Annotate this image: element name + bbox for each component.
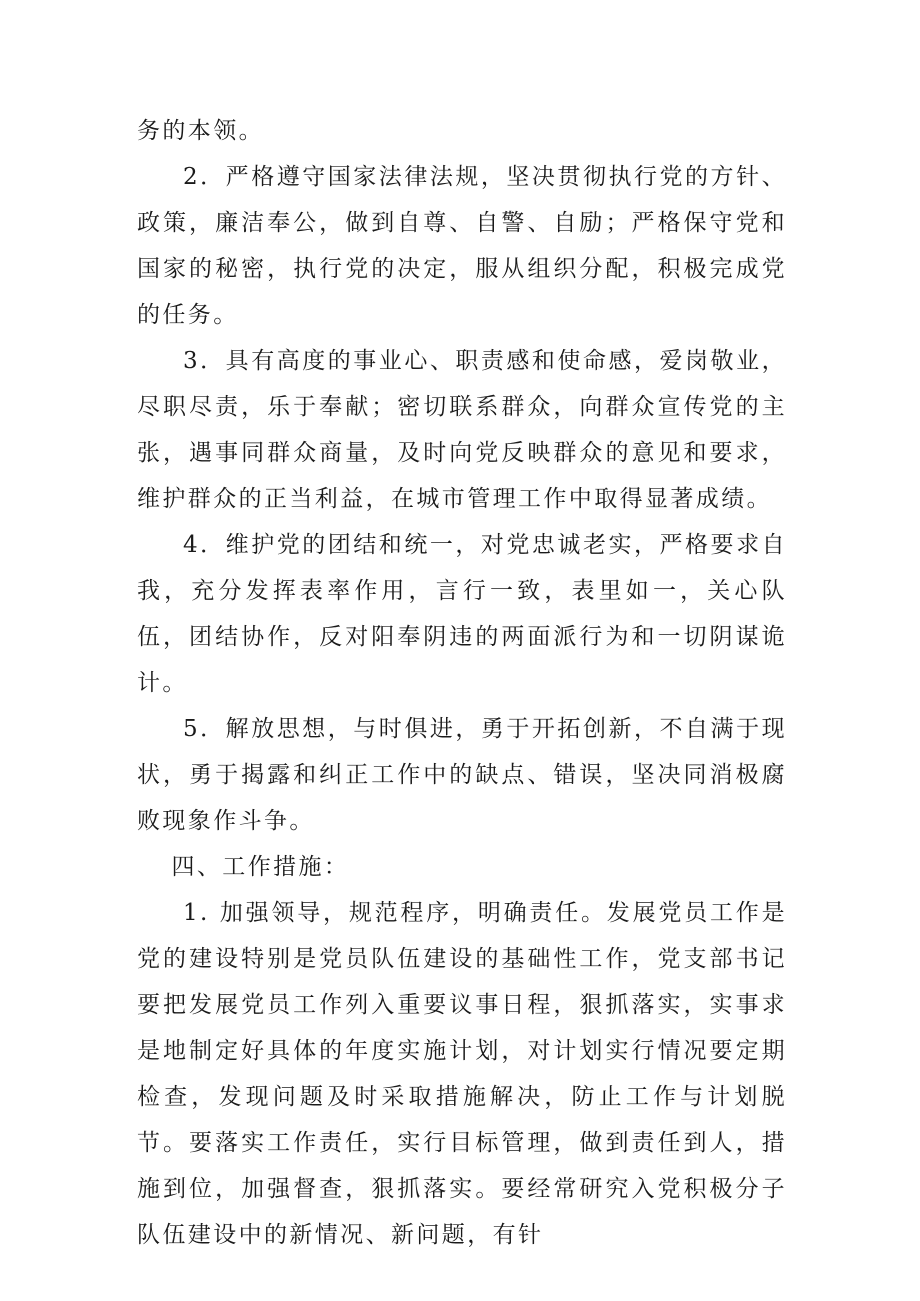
section-heading-work-measures: 四、工作措施： [171,854,350,880]
paragraph-continuation: 务的本领。 [137,118,264,144]
paragraph-item-2: 2．严格遵守国家法律法规，坚决贯彻执行党的方针、政策，廉洁奉公，做到自尊、自警、自励；严格保守党和国家的秘密，执行党的决定，服从组织分配，积极完成党的任务。 [137,164,787,328]
paragraph-item-3: 3．具有高度的事业心、职责感和使命感，爱岗敬业，尽职尽责，乐于奉献；密切联系群众，向群众宣传党的主张，遇事同群众商量，及时向党反映群众的意见和要求，维护群众的正当利益，在城市管理工作中取得显著成绩。 [137,348,787,512]
paragraph-item-4: 4．维护党的团结和统一，对党忠诚老实，严格要求自我，充分发挥表率作用，言行一致，表里如一，关心队伍，团结协作，反对阳奉阴违的两面派行为和一切阴谋诡计。 [137,532,787,696]
paragraph-item-5: 5．解放思想，与时俱进，勇于开拓创新，不自满于现状，勇于揭露和纠正工作中的缺点、错误，坚决同消极腐败现象作斗争。 [137,716,787,834]
paragraph-measure-1: 1. 加强领导，规范程序，明确责任。发展党员工作是党的建设特别是党员队伍建设的基础性工作，党支部书记要把发展党员工作列入重要议事日程，狠抓落实，实事求是地制定好具体的年度实施计划，对计划实行情况要定期检查，发现问题及时采取措施解决，防止工作与计划脱节。要落实工作责任，实行目标管理，做到责任到人，措施到位，加强督查，狠抓落实。要经常研究入党积极分子队伍建设中的新情况、新问题，有针 [137,900,787,1248]
document-body [137,108,787,1258]
